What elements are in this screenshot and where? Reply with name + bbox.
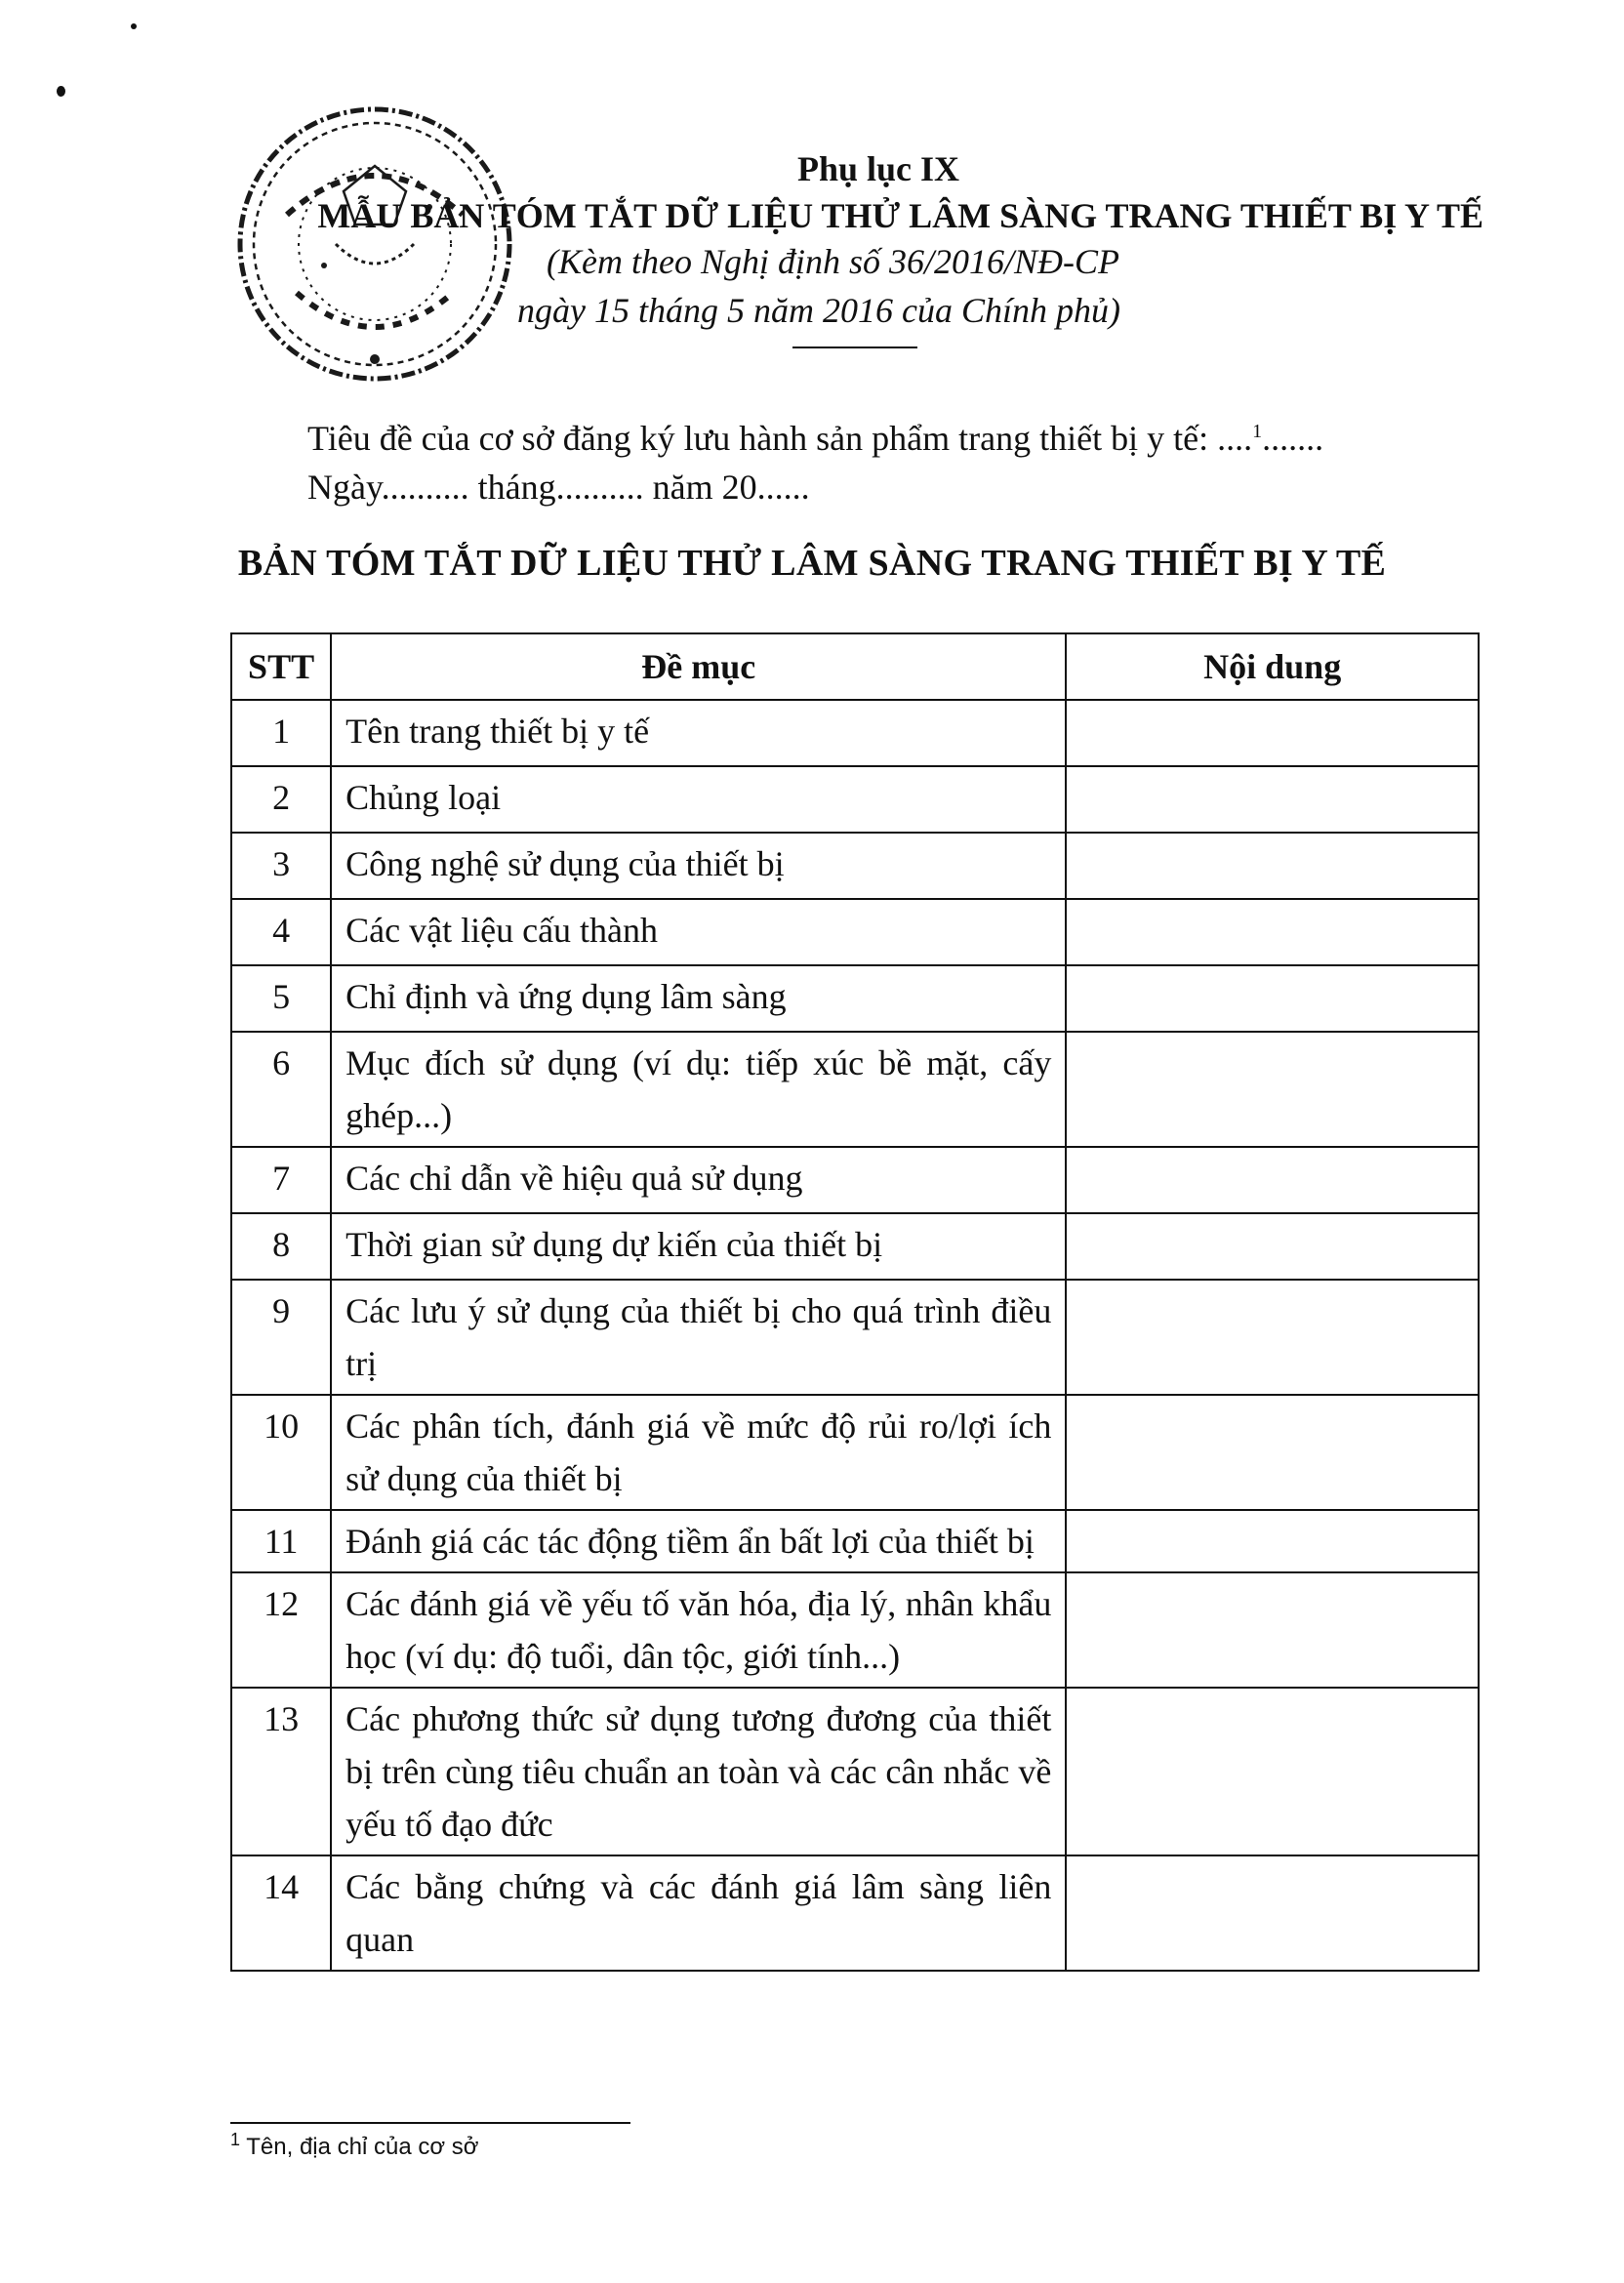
row-item: Các đánh giá về yếu tố văn hóa, địa lý, nhân khẩu học (ví dụ: độ tuổi, dân tộc, giới tính...) (331, 1572, 1066, 1688)
row-content (1066, 1395, 1479, 1510)
summary-table (230, 632, 1480, 1972)
row-item: Các phân tích, đánh giá về mức độ rủi ro/lợi ích sử dụng của thiết bị (331, 1395, 1066, 1510)
table-row (231, 700, 1479, 766)
decree-reference-line-1: (Kèm theo Nghị định số 36/2016/NĐ-CP (547, 242, 1119, 281)
row-number: 1 (231, 700, 331, 766)
row-number: 6 (231, 1032, 331, 1147)
header-item: Đề mục (331, 633, 1066, 700)
header-content: Nội dung (1066, 633, 1479, 700)
scan-speck (131, 23, 137, 29)
row-item: Chủng loại (331, 766, 1066, 833)
row-item: Chỉ định và ứng dụng lâm sàng (331, 965, 1066, 1032)
row-content (1066, 899, 1479, 965)
table-row (231, 1280, 1479, 1395)
footnote-divider (230, 2122, 630, 2124)
row-item: Các chỉ dẫn về hiệu quả sử dụng (331, 1147, 1066, 1213)
row-item: Mục đích sử dụng (ví dụ: tiếp xúc bề mặt, cấy ghép...) (331, 1032, 1066, 1147)
row-content (1066, 700, 1479, 766)
row-content (1066, 1147, 1479, 1213)
row-number: 7 (231, 1147, 331, 1213)
row-item: Tên trang thiết bị y tế (331, 700, 1066, 766)
row-number: 10 (231, 1395, 331, 1510)
header-stt: STT (231, 633, 331, 700)
row-content (1066, 1510, 1479, 1572)
footnote-text: Tên, địa chỉ của cơ sở (246, 2134, 479, 2160)
row-number: 5 (231, 965, 331, 1032)
table-row (231, 899, 1479, 965)
row-item: Đánh giá các tác động tiềm ẩn bất lợi của thiết bị (331, 1510, 1066, 1572)
row-item: Các bằng chứng và các đánh giá lâm sàng liên quan (331, 1855, 1066, 1971)
row-number: 12 (231, 1572, 331, 1688)
table-row (231, 833, 1479, 899)
registrant-title-dots: ....... (1262, 419, 1324, 458)
date-line: Ngày.......... tháng.......... năm 20...... (307, 468, 810, 507)
row-item: Công nghệ sử dụng của thiết bị (331, 833, 1066, 899)
table-row (231, 1688, 1479, 1855)
decree-reference-line-2: ngày 15 tháng 5 năm 2016 của Chính phủ) (517, 291, 1120, 330)
row-content (1066, 1572, 1479, 1688)
row-item: Các lưu ý sử dụng của thiết bị cho quá trình điều trị (331, 1280, 1066, 1395)
table-row (231, 1032, 1479, 1147)
row-item: Các vật liệu cấu thành (331, 899, 1066, 965)
footnote-marker: 1 (1252, 421, 1263, 442)
scan-speck (57, 86, 65, 97)
row-number: 14 (231, 1855, 331, 1971)
form-title: MẪU BẢN TÓM TẮT DỮ LIỆU THỬ LÂM SÀNG TRANG THIẾT BỊ Y TẾ (317, 196, 1483, 235)
row-content (1066, 1280, 1479, 1395)
row-content (1066, 766, 1479, 833)
row-content (1066, 833, 1479, 899)
table-row (231, 1213, 1479, 1280)
table-row (231, 1572, 1479, 1688)
row-item: Thời gian sử dụng dự kiến của thiết bị (331, 1213, 1066, 1280)
row-content (1066, 1213, 1479, 1280)
row-number: 3 (231, 833, 331, 899)
header-divider (792, 347, 917, 348)
table-row (231, 965, 1479, 1032)
footnote-number: 1 (230, 2130, 241, 2149)
row-content (1066, 1855, 1479, 1971)
table-row (231, 1395, 1479, 1510)
table-row (231, 1510, 1479, 1572)
row-content (1066, 1688, 1479, 1855)
table-header-row (231, 633, 1479, 700)
table-row (231, 766, 1479, 833)
row-number: 13 (231, 1688, 331, 1855)
appendix-label: Phụ lục IX (796, 149, 960, 188)
row-number: 8 (231, 1213, 331, 1280)
row-item: Các phương thức sử dụng tương đương của thiết bị trên cùng tiêu chuẩn an toàn và các cân nhắc về yếu tố đạo đức (331, 1688, 1066, 1855)
row-number: 4 (231, 899, 331, 965)
seal-stamp-icon (228, 98, 521, 390)
footnote (230, 2130, 479, 2161)
row-number: 11 (231, 1510, 331, 1572)
row-number: 2 (231, 766, 331, 833)
row-number: 9 (231, 1280, 331, 1395)
row-content (1066, 965, 1479, 1032)
table-row (231, 1855, 1479, 1971)
registrant-title-text: Tiêu đề của cơ sở đăng ký lưu hành sản phẩm trang thiết bị y tế: .... (307, 419, 1253, 458)
registrant-title-line (307, 418, 1323, 459)
document-title: BẢN TÓM TẮT DỮ LIỆU THỬ LÂM SÀNG TRANG THIẾT BỊ Y TẾ (237, 543, 1387, 584)
table-row (231, 1147, 1479, 1213)
row-content (1066, 1032, 1479, 1147)
